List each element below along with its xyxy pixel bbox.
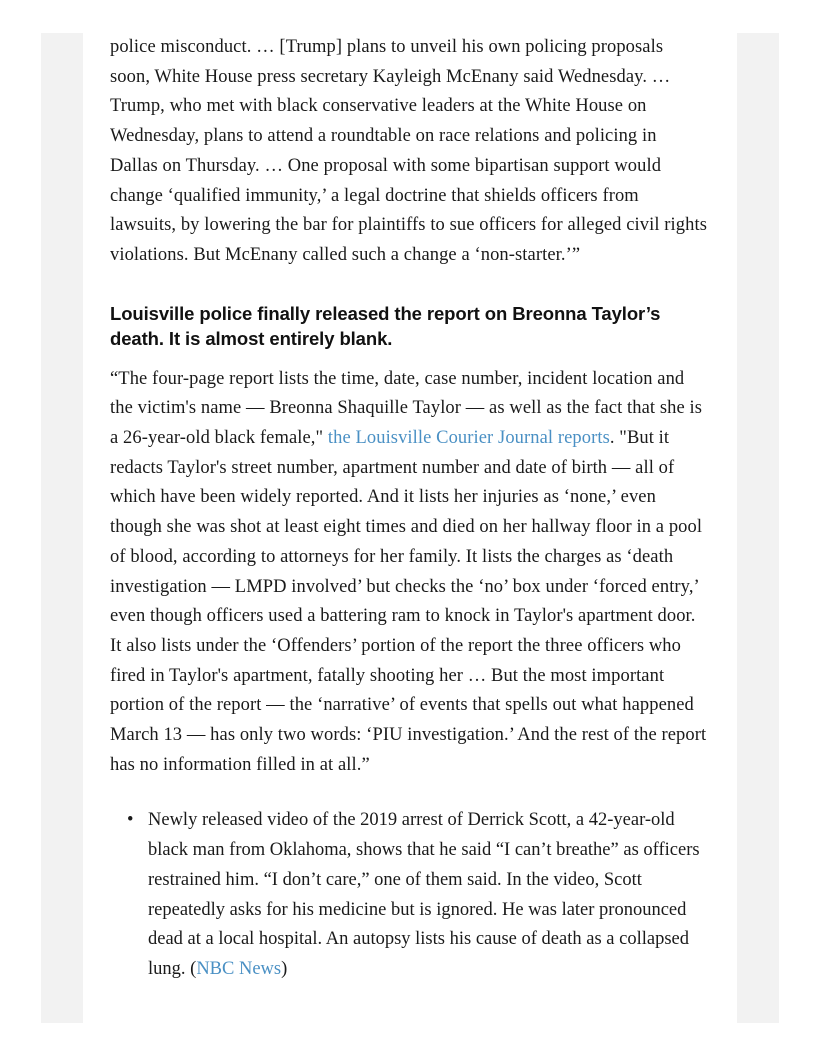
bullet-list <box>110 806 707 984</box>
paragraph-text-segment-after-link: . "But it redacts Taylor's street number, apartment number and date of birth — all of which have been widely reported. And it lists her injuries as ‘none,’ even though she was shot at least eight times and died on her hallway floor in a pool of blood, according to attorneys for her family. It lists the charges as ‘death investigation — LMPD involved’ but checks the ‘no’ box under ‘forced entry,’ even though officers used a battering ram to knock in Taylor's apartment door. It also lists under the ‘Offenders’ portion of the report the three officers who fired in Taylor's apartment, fatally shooting her … But the most important portion of the report — the ‘narrative’ of events that spells out what happened March 13 — has only two words: ‘PIU investigation.’ And the rest of the report has no information filled in at all.” <box>110 428 707 775</box>
page-gutter-right <box>737 33 779 1023</box>
page-gutter-left <box>41 33 83 1023</box>
list-item <box>148 806 707 984</box>
paragraph-trump-policing: police misconduct. … [Trump] plans to unveil his own policing proposals soon, White House press secretary Kayleigh McEnany said Wednesday. … Trump, who met with black conservative leaders at the White House on Wednesday, plans to attend a roundtable on race relations and policing in Dallas on Thursday. … One proposal with some bipartisan support would change ‘qualified immunity,’ a legal doctrine that shields officers from lawsuits, by lowering the bar for plaintiffs to sue officers for alleged civil rights violations. But McEnany called such a change a ‘non-starter.’” <box>110 37 707 265</box>
list-item-text-after-link: ) <box>281 958 288 979</box>
paragraph-text-segment-before-link: “The four-page report lists the time, date, case number, incident location and the victim's name — Breonna Shaquille Taylor — as well as the fact that she is a 26-year-old black female," <box>110 368 703 449</box>
article-body <box>110 33 707 985</box>
link-louisville-courier-journal[interactable]: the Louisville Courier Journal reports <box>327 428 610 449</box>
link-nbc-news[interactable]: NBC News <box>196 958 282 979</box>
paragraph-breonna-taylor-report <box>110 365 707 781</box>
list-item-text-before-link: Newly released video of the 2019 arrest of Derrick Scott, a 42-year-old black man from Oklahoma, shows that he said “I can’t breathe” as officers restrained him. “I don’t care,” one of them said. In the video, Scott repeatedly asks for his medicine but is ignored. He was later pronounced dead at a local hospital. An autopsy lists his cause of death as a collapsed lung. ( <box>148 810 700 979</box>
section-heading-breonna-taylor-report: Louisville police finally released the report on Breonna Taylor’s death. It is almost entirely blank. <box>110 302 661 349</box>
